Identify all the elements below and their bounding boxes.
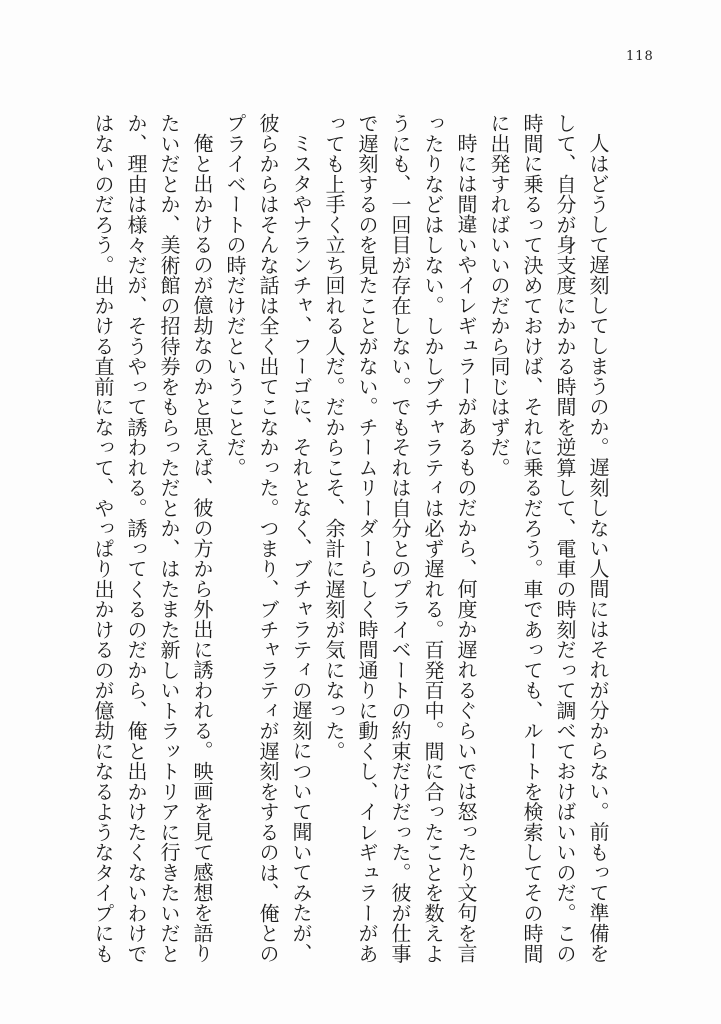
text-line: ったりなどはしない。しかしブチャラティは必ず遅れる。百発百中。間に合ったことを数えよ — [421, 113, 445, 964]
text-line: か、理由は様々だが、そうやって誘われる。誘ってくるのだから、俺と出かけたくないわけで — [124, 113, 148, 964]
text-line: 時間に乗るって決めておけば、それに乗るだろう。車であっても、ルートを検索してその時間 — [520, 113, 544, 964]
text-line: ミスタやナランチャ、フーゴに、それとなく、ブチャラティの遅刻について聞いてみたが、 — [289, 133, 313, 964]
text-line: して、自分が身支度にかかる時間を逆算して、電車の時刻だって調べておけばいいのだ。この — [553, 113, 577, 964]
text-line: プライベートの時だけだということだ。 — [223, 113, 247, 478]
text-line: うにも、一回目が存在しない。でもそれは自分とのプライベートの約束だけだった。彼が仕事 — [388, 113, 412, 964]
text-block — [86, 113, 614, 966]
text-line: 俺と出かけるのが億劫なのかと思えば、彼の方から外出に誘われる。映画を見て感想を語り — [190, 133, 214, 964]
text-line: に出発すればいいのだから同じはずだ。 — [487, 113, 511, 478]
text-line: たいだとか、美術館の招待券をもらっただとか、はたまた新しいトラットリアに行きたいだと — [157, 113, 181, 964]
text-line: 人はどうして遅刻してしまうのか。遅刻しない人間にはそれが分からない。前もって準備を — [586, 133, 610, 964]
text-line: 時には間違いやイレギュラーがあるものだから、何度か遅れるぐらいでは怒ったり文句を言 — [454, 133, 478, 964]
text-line: っても上手く立ち回れる人だ。だからこそ、余計に遅刻が気になった。 — [322, 113, 346, 761]
text-line: で遅刻するのを見たことがない。チームリーダーらしく時間通りに動くし、イレギュラーがあ — [355, 113, 379, 964]
text-line: はないのだろう。出かける直前になって、やっぱり出かけるのが億劫になるようなタイプにも — [91, 113, 115, 964]
text-line: 彼らからはそんな話は全く出てこなかった。つまり、ブチャラティが遅刻をするのは、俺との — [256, 113, 280, 964]
page-number: 118 — [626, 49, 654, 64]
